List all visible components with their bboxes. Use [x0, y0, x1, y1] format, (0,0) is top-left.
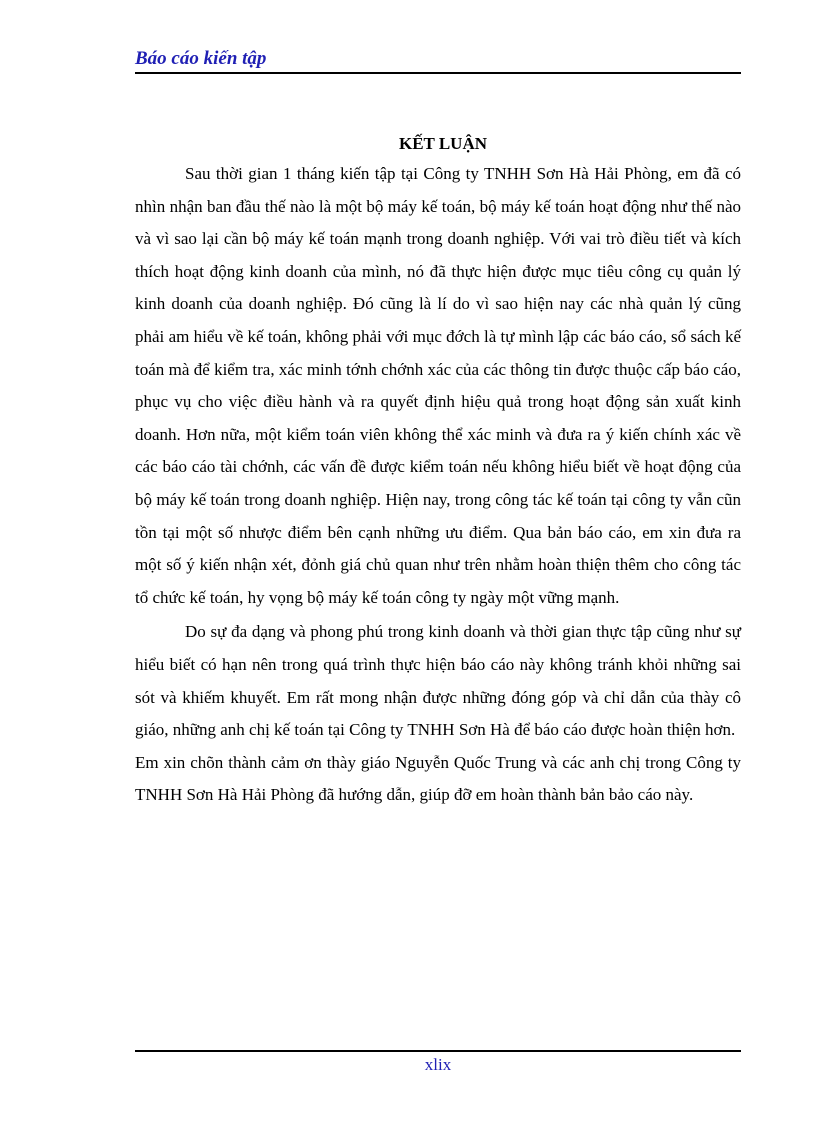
page-number: xlix: [424, 1055, 452, 1074]
document-body: [135, 130, 741, 812]
paragraph-limitations: Do sự đa dạng và phong phú trong kinh doanh và thời gian thực tập cũng như sự hiểu biết có hạn nên trong quá trình thực hiện báo cáo này không tránh khỏi những sai sót và khiếm khuyết. Em rất mong nhận được những đóng góp và chỉ dẫn của thày cô giáo, những anh chị kế toán tại Công ty TNHH Sơn Hà để báo cáo được hoàn thiện hơn.: [135, 622, 741, 740]
document-title: KẾT LUẬN: [398, 134, 487, 153]
header-title: Báo cáo kiến tập: [135, 48, 267, 69]
page-header: [135, 46, 741, 74]
paragraph-conclusion: Sau thời gian 1 tháng kiến tập tại Công ty TNHH Sơn Hà Hải Phòng, em đã có nhìn nhận ban đầu thế nào là một bộ máy kế toán, bộ máy kế toán hoạt động như thế nào và vì sao lại cần bộ máy kế toán mạnh trong doanh nghiệp. Với vai trò điều tiết và kích thích hoạt động kinh doanh của mình, nó đã thực hiện được mục tiêu công cụ quản lý kinh doanh của doanh nghiệp. Đó cũng là lí do vì sao hiện nay các nhà quản lý cũng phải am hiểu về kế toán, không phải với mục đớch là tự mình lập các báo cáo, sổ sách kế toán mà để kiểm tra, xác minh tớnh chớnh xác của các thông tin được thuộc cấp báo cáo, phục vụ cho việc điều hành và ra quyết định hiệu quả trong hoạt động sản xuất kinh doanh. Hơn nữa, một kiểm toán viên không thể xác minh và đưa ra ý kiến chính xác về các báo cáo tài chớnh, các vấn đề được kiểm toán nếu không hiểu biết về hoạt động của bộ máy kế toán trong doanh nghiệp. Hiện nay, trong công tác kế toán tại công ty vẫn cũn tồn tại một số nhược điểm bên cạnh những ưu điểm. Qua bản báo cáo, em xin đưa ra một số ý kiến nhận xét, đỏnh giá chủ quan như trên nhằm hoàn thiện thêm cho công tác tổ chức kế toán, hy vọng bộ máy kế toán công ty ngày một vững mạnh.: [135, 164, 741, 607]
paragraph-thanks: Em xin chõn thành cảm ơn thày giáo Nguyễn Quốc Trung và các anh chị trong Công ty TNHH Sơn Hà Hải Phòng đã hướng dẫn, giúp đỡ em hoàn thành bản bảo cáo này.: [135, 752, 741, 805]
footer-divider: [135, 1050, 741, 1052]
